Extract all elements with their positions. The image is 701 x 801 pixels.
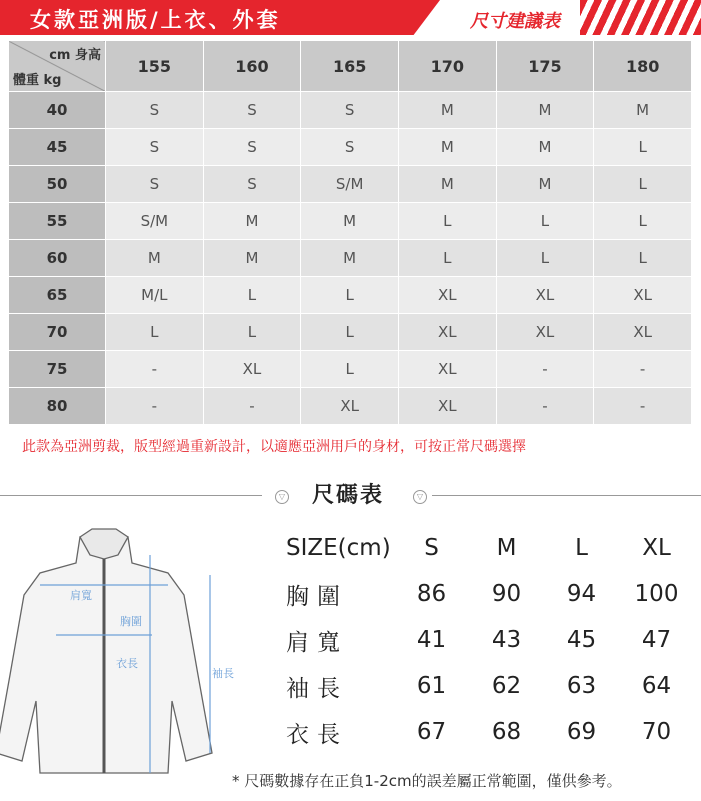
measurement-label: 袖長 xyxy=(286,675,348,702)
measurement-value: 68 xyxy=(491,719,522,745)
size-cell: S xyxy=(301,92,399,129)
size-cell: M xyxy=(398,129,496,166)
chevron-down-icon: ▽ xyxy=(275,490,289,504)
size-cell: XL xyxy=(496,314,594,351)
size-cell: - xyxy=(594,388,692,425)
height-header: 165 xyxy=(301,41,399,92)
banner-subtitle: 尺寸建議表 xyxy=(470,11,560,32)
size-cell: L xyxy=(301,277,399,314)
banner-title: 女款亞洲版/上衣、外套 xyxy=(30,8,281,32)
measurement-row xyxy=(282,617,694,663)
size-cell: L xyxy=(594,240,692,277)
measurement-label: 肩寬 xyxy=(286,629,348,656)
size-cell: S/M xyxy=(106,203,204,240)
size-cell: S xyxy=(106,92,204,129)
measurement-value: 62 xyxy=(491,673,522,699)
table-row xyxy=(9,351,692,388)
weight-cell: 40 xyxy=(9,92,106,129)
size-cell: XL xyxy=(496,277,594,314)
size-header: L xyxy=(575,535,588,561)
size-cell: - xyxy=(203,388,301,425)
size-cell: L xyxy=(496,240,594,277)
size-cell: - xyxy=(496,388,594,425)
size-cell: M xyxy=(203,240,301,277)
size-cell: M xyxy=(203,203,301,240)
table-row xyxy=(9,388,692,425)
measurement-value: 64 xyxy=(641,673,672,699)
size-cell: L xyxy=(301,314,399,351)
size-cell: M xyxy=(496,92,594,129)
measurement-value: 45 xyxy=(566,627,597,653)
table-row xyxy=(9,314,692,351)
divider-line xyxy=(0,495,262,496)
height-header: 175 xyxy=(496,41,594,92)
measurement-value: 69 xyxy=(566,719,597,745)
size-cell: M xyxy=(301,240,399,277)
size-header: M xyxy=(496,535,517,561)
jacket-diagram xyxy=(0,525,280,785)
size-cell: XL xyxy=(594,277,692,314)
table-row xyxy=(9,92,692,129)
measurement-value: 70 xyxy=(641,719,672,745)
height-header: 160 xyxy=(203,41,301,92)
measurement-row xyxy=(282,571,694,617)
height-axis-label: cm 身高 xyxy=(49,48,101,63)
diagram-label-length: 衣長 xyxy=(116,657,138,670)
weight-cell: 75 xyxy=(9,351,106,388)
weight-cell: 60 xyxy=(9,240,106,277)
banner-stripes xyxy=(580,0,701,35)
size-cell: S xyxy=(203,166,301,203)
size-recommendation-table xyxy=(8,40,692,425)
size-cell: L xyxy=(301,351,399,388)
size-cell: M xyxy=(106,240,204,277)
measurement-label: 衣長 xyxy=(286,721,348,748)
size-cell: XL xyxy=(398,314,496,351)
size-cell: XL xyxy=(398,388,496,425)
size-cell: S xyxy=(106,129,204,166)
height-header: 170 xyxy=(398,41,496,92)
weight-cell: 45 xyxy=(9,129,106,166)
measurement-value: 41 xyxy=(416,627,447,653)
size-cell: M xyxy=(301,203,399,240)
table-row xyxy=(9,203,692,240)
measurement-table xyxy=(282,525,694,755)
table-row xyxy=(9,129,692,166)
size-cell: L xyxy=(106,314,204,351)
banner xyxy=(0,0,701,35)
size-cell: L xyxy=(398,203,496,240)
size-cell: S xyxy=(203,92,301,129)
size-cell: XL xyxy=(301,388,399,425)
size-cell: L xyxy=(398,240,496,277)
diagram-label-sleeve: 袖長 xyxy=(212,667,234,680)
weight-cell: 70 xyxy=(9,314,106,351)
size-cell: S xyxy=(301,129,399,166)
size-cell: - xyxy=(106,388,204,425)
divider-line xyxy=(432,495,701,496)
measurement-value: 90 xyxy=(491,581,522,607)
size-cell: XL xyxy=(594,314,692,351)
size-cell: L xyxy=(594,129,692,166)
size-cell: M xyxy=(594,92,692,129)
table-row xyxy=(9,277,692,314)
size-header: S xyxy=(424,535,439,561)
size-cell: M/L xyxy=(106,277,204,314)
measurement-label: 胸圍 xyxy=(286,583,348,610)
size-cell: M xyxy=(398,92,496,129)
measurement-value: 94 xyxy=(566,581,597,607)
size-cell: - xyxy=(106,351,204,388)
table-header-row xyxy=(9,41,692,92)
measurement-value: 61 xyxy=(416,673,447,699)
size-cell: L xyxy=(496,203,594,240)
height-header: 155 xyxy=(106,41,204,92)
size-cell: S xyxy=(203,129,301,166)
measurement-row xyxy=(282,663,694,709)
measurement-header-label: SIZE(cm) xyxy=(286,535,391,561)
measurement-value: 47 xyxy=(641,627,672,653)
size-cell: M xyxy=(496,166,594,203)
table-corner-cell xyxy=(9,41,106,92)
section-title: 尺碼表 xyxy=(312,483,385,508)
measurement-value: 67 xyxy=(416,719,447,745)
size-cell: XL xyxy=(203,351,301,388)
weight-cell: 55 xyxy=(9,203,106,240)
size-cell: S xyxy=(106,166,204,203)
table-row xyxy=(9,240,692,277)
size-cell: S/M xyxy=(301,166,399,203)
weight-cell: 50 xyxy=(9,166,106,203)
size-cell: XL xyxy=(398,351,496,388)
size-cell: - xyxy=(594,351,692,388)
size-cell: M xyxy=(398,166,496,203)
size-header: XL xyxy=(642,535,671,561)
measurement-value: 86 xyxy=(416,581,447,607)
height-header: 180 xyxy=(594,41,692,92)
size-cell: L xyxy=(594,203,692,240)
size-cell: L xyxy=(203,277,301,314)
measurement-header-row xyxy=(282,525,694,571)
size-cell: L xyxy=(594,166,692,203)
measurement-value: 63 xyxy=(566,673,597,699)
weight-axis-label: 體重 kg xyxy=(13,73,62,88)
measurement-value: 100 xyxy=(634,581,679,607)
size-cell: L xyxy=(203,314,301,351)
diagram-label-shoulder: 肩寬 xyxy=(70,589,92,602)
measurement-row xyxy=(282,709,694,755)
weight-cell: 65 xyxy=(9,277,106,314)
table-row xyxy=(9,166,692,203)
size-cell: - xyxy=(496,351,594,388)
size-cell: M xyxy=(496,129,594,166)
size-chart-note: 此款為亞洲剪裁，版型經過重新設計，以適應亞洲用戶的身材，可按正常尺碼選擇 xyxy=(22,439,526,455)
measurement-value: 43 xyxy=(491,627,522,653)
chevron-down-icon: ▽ xyxy=(413,490,427,504)
diagram-label-chest: 胸圍 xyxy=(120,615,142,628)
weight-cell: 80 xyxy=(9,388,106,425)
measurement-footnote: * 尺碼數據存在正負1-2cm的誤差屬正常範圍，僅供參考。 xyxy=(232,772,622,790)
size-cell: XL xyxy=(398,277,496,314)
